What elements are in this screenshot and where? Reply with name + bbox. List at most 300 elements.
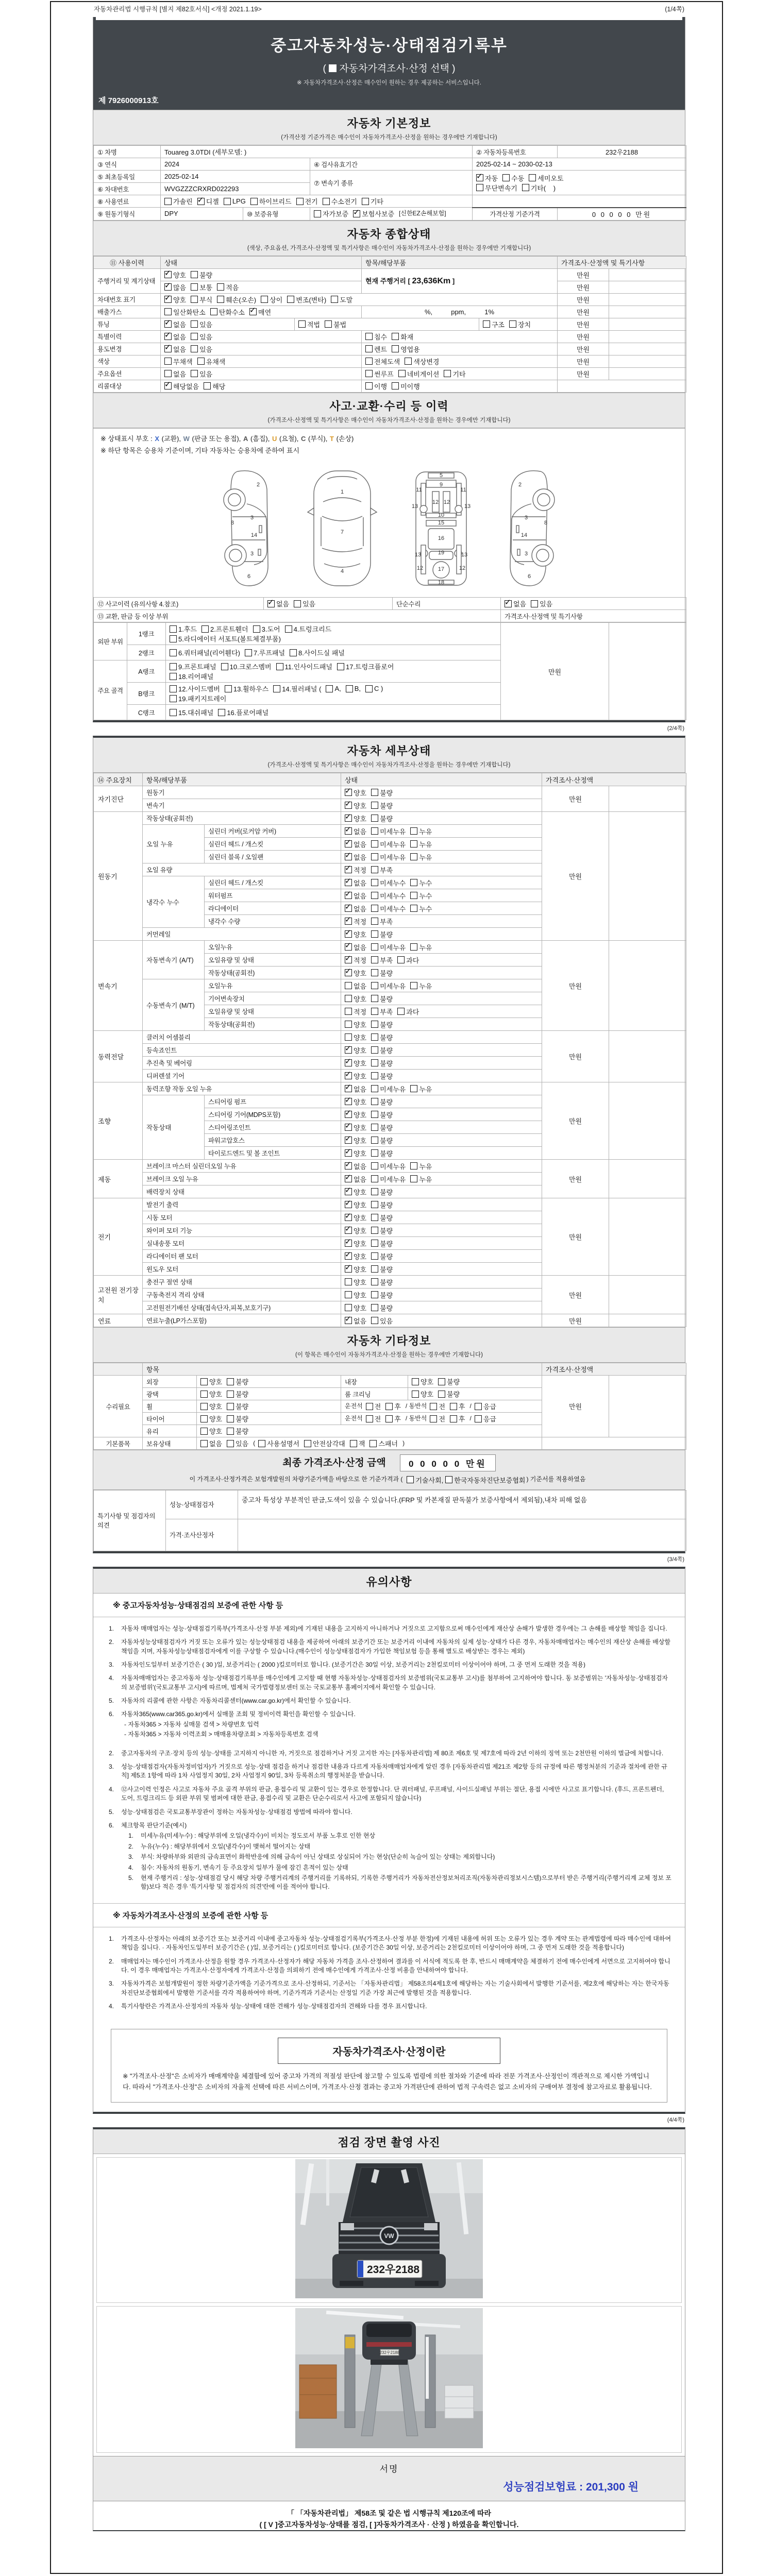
signature-title: 서명 [379, 2464, 399, 2474]
checkbox-label: 불량 [380, 1265, 393, 1274]
checkbox[interactable] [227, 1440, 234, 1447]
appraiser-label: 가격·조사산정자 [166, 1519, 238, 1551]
checkbox[interactable] [353, 210, 360, 217]
checkbox[interactable] [253, 625, 260, 633]
checkbox[interactable] [224, 198, 231, 205]
checkbox[interactable] [371, 827, 378, 835]
checkbox[interactable] [371, 918, 378, 925]
checkbox[interactable] [430, 1403, 437, 1410]
checkbox[interactable] [191, 345, 198, 352]
check-item [371, 1136, 393, 1145]
checkbox[interactable] [430, 1415, 437, 1422]
checkbox[interactable] [371, 1188, 378, 1195]
checkbox[interactable] [197, 358, 205, 365]
checkbox[interactable] [191, 271, 198, 278]
checkbox[interactable] [267, 600, 275, 607]
checkbox[interactable] [345, 1291, 352, 1298]
checkbox[interactable] [345, 1085, 352, 1092]
checkbox-label: 불량 [380, 1278, 393, 1286]
sub-group-label: 냉각수 누수 [143, 876, 205, 928]
check-item [371, 1110, 393, 1120]
checkbox[interactable] [345, 1021, 352, 1028]
basic-items-label: 기본품목 [94, 1437, 143, 1450]
checkbox[interactable] [261, 296, 268, 303]
checkbox-label: 적정 [354, 866, 367, 874]
checkbox[interactable] [371, 853, 378, 860]
mileage-label: 주행거리 및 계기상태 [94, 268, 161, 293]
checkbox[interactable] [325, 320, 332, 328]
checkbox[interactable] [366, 1415, 373, 1422]
checkbox[interactable] [522, 184, 529, 191]
checkbox[interactable] [371, 1059, 378, 1066]
item-label: 실린더 헤드 / 개스킷 [205, 876, 341, 889]
item-label: 구동축전지 격리 상태 [143, 1289, 341, 1301]
checkbox[interactable] [345, 1175, 352, 1182]
checkbox[interactable] [371, 1291, 378, 1298]
checkbox[interactable] [345, 1137, 352, 1144]
check-item [371, 1174, 406, 1184]
checkbox[interactable] [170, 649, 177, 656]
checkbox[interactable] [371, 1227, 378, 1234]
fuel-checks [161, 195, 473, 208]
etc-header-row [94, 1363, 686, 1376]
checkbox[interactable] [345, 853, 352, 860]
checkbox[interactable] [410, 840, 417, 848]
checkbox[interactable] [392, 345, 399, 352]
checkbox[interactable] [273, 685, 280, 692]
checkbox[interactable] [369, 1440, 377, 1447]
check-item [371, 801, 393, 810]
checkbox[interactable] [410, 827, 417, 835]
checkbox[interactable] [170, 685, 177, 692]
checkbox[interactable] [371, 1008, 378, 1015]
checkbox[interactable] [475, 1403, 482, 1410]
checkbox[interactable] [345, 1214, 352, 1221]
status-code-legend [100, 433, 678, 445]
row-engine-type [94, 208, 686, 221]
checkbox[interactable] [204, 382, 211, 389]
checkbox[interactable] [371, 1317, 378, 1324]
checkbox[interactable] [371, 840, 378, 848]
notice-item-text: 특기사항란은 가격조사·산정자의 자동차 성능·상태에 대한 견해가 성능·상태점검자의 견해와 다를 경우 표시합니다. [121, 2003, 427, 2010]
checkbox[interactable] [170, 673, 177, 680]
checkbox[interactable] [345, 943, 352, 951]
checkbox[interactable] [371, 1149, 378, 1157]
interior-checks [408, 1376, 542, 1388]
checkbox[interactable] [345, 1188, 352, 1195]
checkbox[interactable] [371, 969, 378, 976]
check-item [164, 344, 186, 354]
checkbox[interactable] [371, 943, 378, 951]
checkbox[interactable] [450, 1415, 457, 1422]
checkbox[interactable] [410, 892, 417, 899]
checkbox[interactable] [191, 296, 198, 303]
checkbox[interactable] [371, 1046, 378, 1054]
checkbox[interactable] [294, 600, 301, 607]
checkbox-label: 없음 [354, 827, 367, 836]
notice-item [109, 1660, 671, 1669]
checkbox[interactable] [365, 685, 373, 692]
checkbox[interactable] [450, 1403, 457, 1410]
checkbox[interactable] [314, 210, 321, 217]
checkbox[interactable] [410, 1162, 417, 1170]
checkbox[interactable] [371, 995, 378, 1002]
check-item [371, 839, 406, 849]
checkbox[interactable] [326, 685, 333, 692]
checkbox-label: 양호 [354, 1278, 367, 1286]
checkbox[interactable] [290, 649, 297, 656]
checkbox[interactable] [258, 1440, 265, 1447]
checkbox[interactable] [345, 1008, 352, 1015]
rankB-checks [166, 683, 501, 705]
checkbox[interactable] [362, 198, 369, 205]
checkbox[interactable] [371, 1265, 378, 1273]
checkbox[interactable] [371, 1033, 378, 1041]
checkbox[interactable] [345, 1227, 352, 1234]
checkbox[interactable] [345, 789, 352, 796]
checkbox-label: 일산화탄소 [173, 308, 206, 316]
checkbox[interactable] [345, 1059, 352, 1066]
check-item [438, 1377, 460, 1386]
checkbox[interactable] [200, 1415, 208, 1422]
checkbox[interactable] [191, 283, 198, 291]
note-cell [609, 941, 686, 1031]
fuel-label: ⑧ 사용연료 [94, 195, 161, 208]
checkbox[interactable] [298, 320, 306, 328]
checkbox[interactable] [227, 1391, 234, 1398]
checkbox[interactable] [164, 271, 172, 278]
check-item [296, 196, 318, 206]
checkbox[interactable] [323, 198, 330, 205]
checkbox[interactable] [365, 382, 373, 389]
checkbox-label: 불량 [236, 1378, 249, 1386]
checkbox[interactable] [200, 1378, 208, 1385]
checkbox[interactable] [410, 943, 417, 951]
check-item [371, 1251, 393, 1261]
recall-items [362, 380, 558, 392]
checkbox[interactable] [345, 930, 352, 938]
basic-info-table [93, 145, 686, 221]
section-title: 자동차 기본정보 [347, 117, 431, 130]
checkbox[interactable] [476, 184, 483, 191]
checkbox[interactable] [197, 198, 205, 205]
checkbox[interactable] [475, 1415, 482, 1422]
checkbox[interactable] [371, 1201, 378, 1208]
checkbox[interactable] [345, 969, 352, 976]
checkbox[interactable] [371, 1175, 378, 1182]
checkbox[interactable] [345, 892, 352, 899]
checkbox[interactable] [345, 1278, 352, 1285]
checkbox[interactable] [200, 1403, 208, 1410]
header-stripe [96, 17, 682, 20]
checkbox[interactable] [200, 1428, 208, 1435]
recall-price-spacer [558, 380, 686, 392]
check-item [505, 599, 526, 608]
checkbox[interactable] [164, 198, 172, 205]
checkbox[interactable] [397, 956, 405, 963]
checkbox[interactable] [385, 1403, 393, 1410]
checkbox[interactable] [164, 296, 172, 303]
checkbox[interactable] [249, 308, 257, 315]
checkbox[interactable] [164, 308, 172, 315]
checkbox[interactable] [337, 663, 344, 670]
checkbox[interactable] [164, 333, 172, 340]
checkbox[interactable] [405, 358, 412, 365]
checkbox[interactable] [365, 370, 373, 377]
checkbox[interactable] [371, 1021, 378, 1028]
checkbox[interactable] [170, 709, 177, 716]
check-item [371, 1045, 393, 1055]
checkbox[interactable] [410, 879, 417, 886]
checkbox[interactable] [345, 1098, 352, 1105]
checkbox[interactable] [345, 1265, 352, 1273]
check-item [345, 1110, 366, 1120]
checkbox[interactable] [221, 663, 228, 670]
checkbox[interactable] [345, 982, 352, 989]
checkbox[interactable] [250, 198, 258, 205]
check-item [371, 1213, 393, 1223]
checkbox[interactable] [296, 198, 304, 205]
checkbox[interactable] [529, 174, 536, 181]
notice-item-number: 4. [109, 1674, 114, 1682]
checkbox[interactable] [410, 1175, 417, 1182]
checkbox[interactable] [191, 333, 198, 340]
checkbox[interactable] [345, 1201, 352, 1208]
checkbox[interactable] [371, 1124, 378, 1131]
checkbox[interactable] [345, 956, 352, 963]
checkbox[interactable] [218, 709, 225, 716]
checkbox-label: 세미오토 [537, 174, 564, 182]
checkbox[interactable] [331, 296, 338, 303]
checkbox[interactable] [371, 1240, 378, 1247]
checkbox[interactable] [225, 685, 232, 692]
check-item [345, 1084, 366, 1094]
checkbox[interactable] [164, 320, 172, 328]
panel-number: 1 [340, 489, 344, 496]
checkbox[interactable] [345, 1072, 352, 1079]
checkbox[interactable] [371, 1111, 378, 1118]
checkbox[interactable] [164, 370, 172, 377]
checkbox[interactable] [345, 1304, 352, 1311]
checkbox[interactable] [371, 1278, 378, 1285]
checkbox[interactable] [371, 930, 378, 938]
item-label: 파워고압호스 [205, 1134, 341, 1147]
checkbox[interactable] [371, 1214, 378, 1221]
check-item [325, 319, 346, 329]
checkbox[interactable] [345, 1240, 352, 1247]
checkbox[interactable] [191, 370, 198, 377]
checkbox[interactable] [345, 1124, 352, 1131]
checkbox[interactable] [245, 649, 252, 656]
status-code-desc: (손상) [334, 434, 354, 443]
checkbox[interactable] [217, 296, 224, 303]
checkbox[interactable] [444, 370, 451, 377]
checkbox[interactable] [392, 333, 399, 340]
checkbox[interactable] [227, 1415, 234, 1422]
checkbox[interactable] [505, 600, 512, 607]
check-item [273, 684, 321, 693]
check-item [304, 1438, 345, 1448]
checkbox[interactable] [170, 625, 177, 633]
checkbox[interactable] [371, 892, 378, 899]
panel-number: 11 [416, 487, 422, 494]
checkbox[interactable] [371, 905, 378, 912]
checkbox[interactable] [345, 1046, 352, 1054]
checkbox[interactable] [385, 1415, 393, 1422]
checkbox[interactable] [365, 345, 373, 352]
checkbox[interactable] [531, 600, 538, 607]
checkbox[interactable] [227, 1378, 234, 1385]
checkbox-label: 후 [394, 1403, 401, 1411]
checkbox[interactable] [371, 982, 378, 989]
checkbox[interactable] [412, 1378, 419, 1385]
check-item [410, 904, 432, 913]
checkbox-label: 불량 [447, 1378, 460, 1386]
checkbox[interactable] [201, 625, 209, 633]
checkbox-label: 있음 [540, 600, 553, 608]
checkbox[interactable] [438, 1391, 445, 1398]
checkbox[interactable] [371, 789, 378, 796]
checkbox[interactable] [345, 879, 352, 886]
detail-row [94, 786, 686, 799]
state-checks [341, 915, 542, 928]
checkbox[interactable] [345, 1033, 352, 1041]
checkbox-label: 양호 [354, 930, 367, 939]
checkbox[interactable] [366, 1403, 373, 1410]
checkbox[interactable] [412, 1391, 419, 1398]
notice-sub-text: 침수: 자동차의 원동기, 변속기 등 주요장치 일부가 물에 잠긴 흔적이 있는 상태 [141, 1863, 348, 1871]
checkbox[interactable] [164, 358, 172, 365]
checkbox[interactable] [191, 320, 198, 328]
checkbox[interactable] [410, 982, 417, 989]
checkbox[interactable] [170, 695, 177, 702]
checkbox[interactable] [371, 1085, 378, 1092]
checkbox[interactable] [227, 1403, 234, 1410]
checkbox[interactable] [217, 283, 224, 291]
checkbox[interactable] [164, 382, 172, 389]
page-marker-2: (2/4쪽) [667, 725, 684, 732]
checkbox[interactable] [346, 685, 353, 692]
item-label: 스티어링 기어(MDPS포함) [205, 1108, 341, 1121]
checkbox-label: 잭 [358, 1440, 365, 1448]
checkbox-label: 무단변속기 [485, 184, 517, 192]
checkbox[interactable] [345, 1111, 352, 1118]
checkbox-label: 누유 [419, 943, 432, 952]
checkbox[interactable] [345, 866, 352, 873]
panel-number: 12 [416, 565, 424, 572]
check-item [191, 344, 212, 354]
checkbox[interactable] [371, 956, 378, 963]
checkbox[interactable] [398, 370, 406, 377]
notice-item-text: 가격조사·산정자는 아래의 보증기간 또는 보증거리 이내에 중고자동차 성능·상태점검기록부(가격조사·산정 부분 한정)에 기재된 내용에 허위 또는 오류가 있는 경우 계약 또는 관계법령에 따라 매수인에 대하여 책임을 집니다. · 자동차인도일부터 보증기간은 ( )일, 보증거리는 ( )킬로미터로 합니다. (보증기간은 30일 이상, 보증거리는 2천킬로미터 이상이어야 하며, 그 중 먼저 도래한 것을 적용합니다) [121, 1935, 671, 1952]
price-cell: 만원 [558, 281, 609, 293]
checkbox-label: 양호 [354, 802, 367, 810]
checkbox[interactable] [200, 1391, 208, 1398]
check-item [365, 685, 383, 692]
checkbox[interactable] [365, 358, 373, 365]
checkbox-label: 있음 [199, 370, 213, 378]
checkbox[interactable] [365, 333, 373, 340]
checkbox[interactable] [371, 1162, 378, 1170]
sub-group-label: 오일 누유 [143, 825, 205, 863]
item-label: 시동 모터 [143, 1211, 341, 1224]
checkbox[interactable] [345, 1162, 352, 1170]
checkbox[interactable] [210, 308, 217, 315]
tuning-checks [161, 318, 295, 330]
checkbox[interactable] [170, 663, 177, 670]
checkbox[interactable] [200, 1440, 208, 1447]
check-item [345, 917, 366, 926]
checkbox[interactable] [345, 1149, 352, 1157]
checkbox[interactable] [345, 995, 352, 1002]
checkbox[interactable] [410, 905, 417, 912]
checkbox[interactable] [476, 174, 483, 181]
checkbox[interactable] [509, 320, 516, 328]
check-item [345, 955, 366, 965]
checkbox-label: 있음 [199, 320, 213, 329]
checkbox[interactable] [345, 840, 352, 848]
checkbox[interactable] [304, 1440, 311, 1447]
checkbox[interactable] [410, 853, 417, 860]
checkbox[interactable] [371, 1072, 378, 1079]
checkbox[interactable] [371, 802, 378, 809]
checkbox[interactable] [350, 1440, 357, 1447]
panel-number: 14 [520, 532, 528, 539]
checkbox[interactable] [410, 1085, 417, 1092]
checkbox[interactable] [407, 1476, 414, 1483]
checkbox[interactable] [345, 802, 352, 809]
checkbox[interactable] [502, 174, 510, 181]
checkbox-label: 양호 [354, 1201, 367, 1209]
checkbox[interactable] [392, 382, 399, 389]
notice-item-text: 자동차성능상태점검자가 거짓 또는 오류가 있는 성능상태점검 내용을 제공하여 아래의 보증기간 또는 보증거리 이내에 자동차의 실제 성능·상태가 다른 경우, 자동차매매업자는 매수인의 재산상 손해를 배상할 책임을 지며, 자동차성능상태점검자에게 이를 구상할 수 있습니다.(매수인이 성능상태점검자가 가입한 책임보험 등을 통해 별도로 배상받는 경우는 제외) [121, 1638, 671, 1655]
checkbox[interactable] [371, 815, 378, 822]
checkbox[interactable] [438, 1378, 445, 1385]
checkbox-label: 불량 [236, 1415, 249, 1423]
checkbox[interactable] [345, 1252, 352, 1260]
checkbox[interactable] [371, 1304, 378, 1311]
checkbox[interactable] [345, 1317, 352, 1324]
checkbox[interactable] [371, 1098, 378, 1105]
checkbox[interactable] [345, 827, 352, 835]
checkbox[interactable] [285, 625, 292, 633]
checkbox[interactable] [371, 1252, 378, 1260]
checkbox[interactable] [227, 1428, 234, 1435]
checkbox[interactable] [164, 283, 172, 291]
checkbox[interactable] [371, 1137, 378, 1144]
car-name-value: Touareg 3.0TDI (세부모델: ) [161, 146, 473, 158]
checkbox-label: 불량 [380, 815, 393, 823]
checkbox[interactable] [345, 815, 352, 822]
checkbox[interactable] [276, 663, 283, 670]
checkbox[interactable] [445, 1476, 452, 1483]
checkbox[interactable] [170, 635, 177, 642]
checkbox[interactable] [345, 905, 352, 912]
checkbox[interactable] [371, 879, 378, 886]
checkbox[interactable] [397, 1008, 405, 1015]
checkbox[interactable] [287, 296, 294, 303]
checkbox[interactable] [345, 918, 352, 925]
checkbox[interactable] [371, 866, 378, 873]
tire-detail [341, 1413, 542, 1425]
check-item [371, 1161, 406, 1171]
tuning-checks-3 [479, 318, 558, 330]
outer-panel-label: 외판 부위 [94, 623, 127, 660]
check-item [353, 209, 394, 218]
checkbox-label: 양호 [354, 1111, 367, 1119]
checkbox[interactable] [164, 345, 172, 352]
checkbox[interactable] [483, 320, 490, 328]
